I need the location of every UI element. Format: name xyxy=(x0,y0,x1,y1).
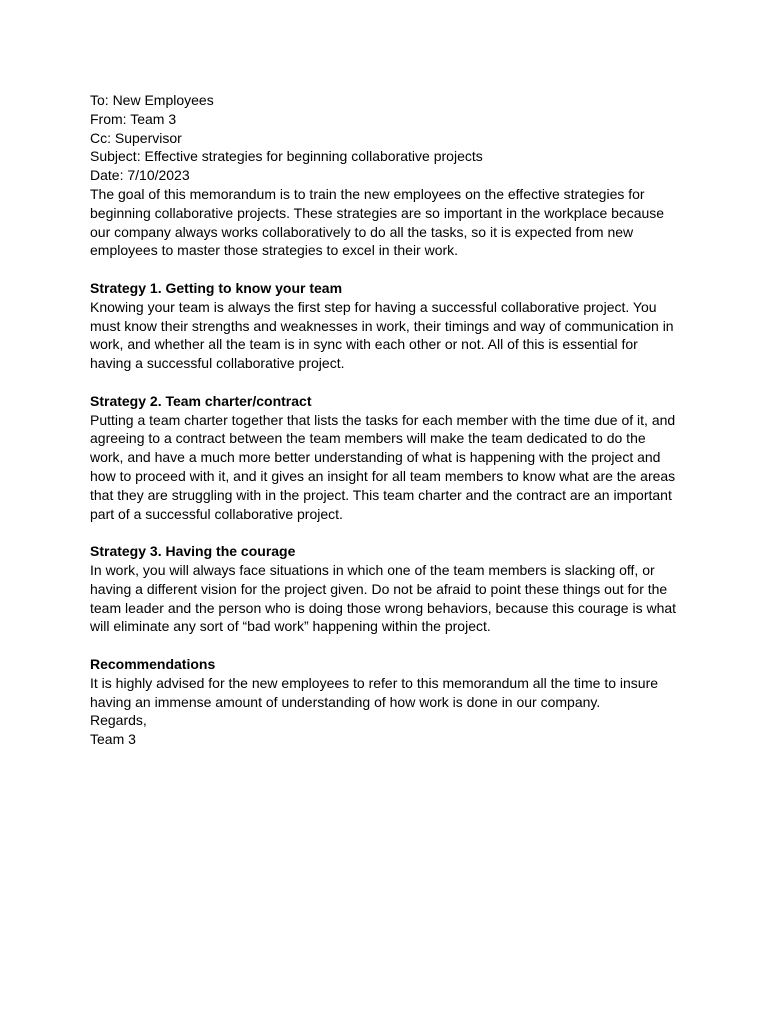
section-body: In work, you will always face situations in which one of the team members is slacking off, or having a different vision for the project given. Do not be afraid to point these things out for the team leader and the person who is doing those wrong behaviors, because this courage is what will eliminate any sort of “bad work” happening within the project. xyxy=(90,561,677,635)
section-strategy-2 xyxy=(90,392,682,524)
memo-to: To: New Employees xyxy=(90,92,214,108)
memo-from: From: Team 3 xyxy=(90,110,177,127)
section-strategy-1 xyxy=(90,279,682,373)
signature-text: Team 3 xyxy=(90,731,136,748)
closing-text: Regards, xyxy=(90,712,147,729)
memo-date: Date: 7/10/2023 xyxy=(90,167,190,184)
section-heading: Strategy 2. Team charter/contract xyxy=(90,392,312,409)
memo-header xyxy=(90,91,682,185)
section-heading: Recommendations xyxy=(90,655,216,672)
section-body: Putting a team charter together that lists the tasks for each member with the time due of it, and agreeing to a contract between the team members will make the team dedicated to do the work, and have a much more better understanding of what is happening with the project and how to proceed with it, and it gives an insight for all team members to know what are the areas that they are struggling with in the project. This team charter and the contract are an important part of a successful collaborative project. xyxy=(90,411,676,522)
section-heading: Strategy 3. Having the courage xyxy=(90,543,296,560)
memo-cc: Cc: Supervisor xyxy=(90,129,182,146)
section-recommendations xyxy=(90,655,682,711)
section-heading: Strategy 1. Getting to know your team xyxy=(90,279,343,296)
section-strategy-3 xyxy=(90,542,682,636)
intro-paragraph: The goal of this memorandum is to train the new employees on the effective strategies for beginning collaborative projects. These strategies are so important in the workplace because our company always works collaboratively to do all the tasks, so it is expected from new employees to master those strategies to excel in their work. xyxy=(90,185,665,259)
section-body: Knowing your team is always the first step for having a successful collaborative project. You must know their strengths and weaknesses in work, their timings and way of communication in work, and whether all the team is in sync with each other or not. All of this is essential for having a successful collaborative project. xyxy=(90,298,674,372)
memo-subject: Subject: Effective strategies for beginning collaborative projects xyxy=(90,148,483,165)
section-body: It is highly advised for the new employees to refer to this memorandum all the time to insure having an immense amount of understanding of how work is done in our company. xyxy=(90,674,659,710)
memo-document xyxy=(90,91,682,749)
